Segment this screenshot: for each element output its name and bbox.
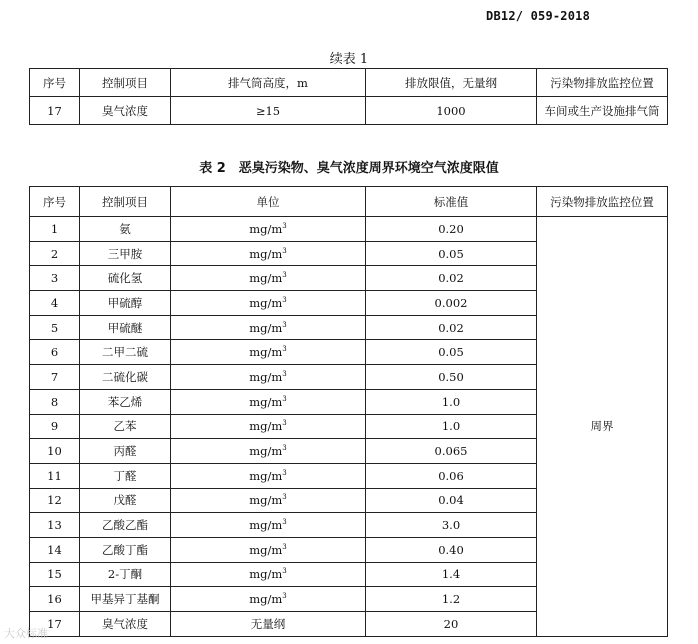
unit-exponent: 3 xyxy=(282,271,287,280)
cell-no: 3 xyxy=(30,266,80,291)
cell-unit: 无量纲 xyxy=(171,612,366,637)
cell-value: 1.4 xyxy=(366,562,537,587)
unit-text: mg/m xyxy=(249,345,283,360)
unit-exponent: 3 xyxy=(282,518,287,527)
cell-no: 11 xyxy=(30,463,80,488)
cell-monitor-location: 周界 xyxy=(537,217,668,637)
unit-exponent: 3 xyxy=(282,592,287,601)
unit-exponent: 3 xyxy=(282,468,287,477)
unit-exponent: 3 xyxy=(282,345,287,354)
cell-unit xyxy=(171,414,366,439)
unit-text: mg/m xyxy=(249,444,283,459)
cell-no: 10 xyxy=(30,439,80,464)
cell-value: 0.002 xyxy=(366,291,537,316)
cell-value: 1.2 xyxy=(366,587,537,612)
table1-header-item: 控制项目 xyxy=(80,69,171,97)
unit-exponent: 3 xyxy=(282,419,287,428)
table1-cell-location: 车间或生产设施排气筒 xyxy=(537,97,668,125)
cell-no: 4 xyxy=(30,291,80,316)
cell-unit xyxy=(171,241,366,266)
cell-value: 0.06 xyxy=(366,463,537,488)
cell-value: 0.065 xyxy=(366,439,537,464)
table2-header-unit: 单位 xyxy=(171,187,366,217)
cell-item: 甲硫醚 xyxy=(80,315,171,340)
cell-unit xyxy=(171,315,366,340)
cell-unit xyxy=(171,562,366,587)
cell-no: 15 xyxy=(30,562,80,587)
cell-item: 丙醛 xyxy=(80,439,171,464)
table2-header-no: 序号 xyxy=(30,187,80,217)
cell-unit xyxy=(171,513,366,538)
cell-item: 乙酸丁酯 xyxy=(80,537,171,562)
unit-text: mg/m xyxy=(249,493,283,508)
table1-title: 续表 1 xyxy=(329,52,369,67)
unit-exponent: 3 xyxy=(282,542,287,551)
unit-text: mg/m xyxy=(249,320,283,335)
cell-value: 0.02 xyxy=(366,266,537,291)
table1-header-height: 排气筒高度，m xyxy=(171,69,366,97)
unit-text: mg/m xyxy=(249,369,283,384)
unit-text: mg/m xyxy=(249,271,283,286)
cell-unit xyxy=(171,463,366,488)
cell-no: 12 xyxy=(30,488,80,513)
cell-unit xyxy=(171,389,366,414)
cell-value: 0.05 xyxy=(366,241,537,266)
cell-no: 14 xyxy=(30,537,80,562)
table1 xyxy=(29,68,668,125)
cell-unit xyxy=(171,488,366,513)
cell-no: 13 xyxy=(30,513,80,538)
table2-title: 表 2 恶臭污染物、臭气浓度周界环境空气浓度限值 xyxy=(199,161,499,176)
unit-text: mg/m xyxy=(249,518,283,533)
cell-unit xyxy=(171,439,366,464)
cell-item: 氨 xyxy=(80,217,171,242)
unit-exponent: 3 xyxy=(282,246,287,255)
cell-item: 丁醛 xyxy=(80,463,171,488)
unit-text: mg/m xyxy=(249,468,283,483)
table2-header-item: 控制项目 xyxy=(80,187,171,217)
table1-header-location: 污染物排放监控位置 xyxy=(537,69,668,97)
unit-exponent: 3 xyxy=(282,296,287,305)
unit-exponent: 3 xyxy=(282,394,287,403)
cell-item: 2-丁酮 xyxy=(80,562,171,587)
watermark: 大众标准 xyxy=(4,627,48,640)
cell-item: 甲基异丁基酮 xyxy=(80,587,171,612)
table1-cell-height: ≥15 xyxy=(171,97,366,125)
cell-value: 0.02 xyxy=(366,315,537,340)
cell-unit xyxy=(171,217,366,242)
unit-text: mg/m xyxy=(249,394,283,409)
table2-body xyxy=(30,217,668,637)
unit-text: mg/m xyxy=(249,567,283,582)
cell-value: 0.20 xyxy=(366,217,537,242)
unit-exponent: 3 xyxy=(282,493,287,502)
cell-value: 20 xyxy=(366,612,537,637)
unit-text: mg/m xyxy=(249,246,283,261)
table1-header-row xyxy=(30,69,668,97)
cell-unit xyxy=(171,266,366,291)
table1-cell-item: 臭气浓度 xyxy=(80,97,171,125)
table2-header-row xyxy=(30,187,668,217)
cell-value: 0.04 xyxy=(366,488,537,513)
unit-exponent: 3 xyxy=(282,444,287,453)
cell-value: 0.05 xyxy=(366,340,537,365)
cell-item: 甲硫醇 xyxy=(80,291,171,316)
cell-item: 二硫化碳 xyxy=(80,365,171,390)
unit-text: mg/m xyxy=(249,542,283,557)
unit-text: mg/m xyxy=(249,592,283,607)
cell-no: 17 xyxy=(30,612,80,637)
unit-exponent: 3 xyxy=(282,370,287,379)
cell-no: 9 xyxy=(30,414,80,439)
cell-item: 臭气浓度 xyxy=(80,612,171,637)
cell-no: 2 xyxy=(30,241,80,266)
table2-header-location: 污染物排放监控位置 xyxy=(537,187,668,217)
unit-text: mg/m xyxy=(249,419,283,434)
table1-header-limit: 排放限值，无量纲 xyxy=(366,69,537,97)
cell-item: 戊醛 xyxy=(80,488,171,513)
cell-item: 三甲胺 xyxy=(80,241,171,266)
cell-no: 5 xyxy=(30,315,80,340)
unit-exponent: 3 xyxy=(282,567,287,576)
cell-value: 3.0 xyxy=(366,513,537,538)
cell-no: 16 xyxy=(30,587,80,612)
cell-no: 7 xyxy=(30,365,80,390)
cell-value: 0.50 xyxy=(366,365,537,390)
cell-item: 苯乙烯 xyxy=(80,389,171,414)
unit-exponent: 3 xyxy=(282,320,287,329)
document-code: DB12/ 059-2018 xyxy=(486,9,590,23)
table-row xyxy=(30,97,668,125)
cell-unit xyxy=(171,537,366,562)
unit-text: mg/m xyxy=(249,295,283,310)
cell-unit xyxy=(171,587,366,612)
cell-value: 1.0 xyxy=(366,414,537,439)
cell-unit xyxy=(171,340,366,365)
cell-item: 二甲二硫 xyxy=(80,340,171,365)
table1-cell-no: 17 xyxy=(30,97,80,125)
table1-header-no: 序号 xyxy=(30,69,80,97)
cell-unit xyxy=(171,365,366,390)
table2-header-standard: 标准值 xyxy=(366,187,537,217)
cell-value: 0.40 xyxy=(366,537,537,562)
cell-unit xyxy=(171,291,366,316)
cell-value: 1.0 xyxy=(366,389,537,414)
table2 xyxy=(29,186,668,637)
table-row xyxy=(30,217,668,242)
cell-item: 硫化氢 xyxy=(80,266,171,291)
unit-text: mg/m xyxy=(249,221,283,236)
cell-no: 1 xyxy=(30,217,80,242)
cell-item: 乙酸乙酯 xyxy=(80,513,171,538)
cell-item: 乙苯 xyxy=(80,414,171,439)
cell-no: 8 xyxy=(30,389,80,414)
table1-cell-limit: 1000 xyxy=(366,97,537,125)
cell-no: 6 xyxy=(30,340,80,365)
unit-exponent: 3 xyxy=(282,222,287,231)
